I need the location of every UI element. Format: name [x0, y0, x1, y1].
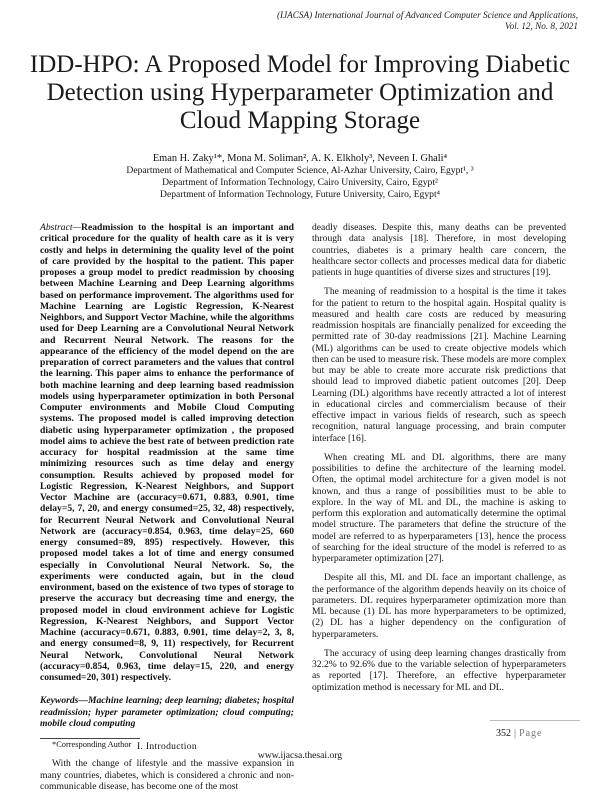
- footer-website: www.ijacsa.thesai.org: [257, 750, 343, 761]
- intro-paragraph: With the change of lifestyle and the massive expansion in many countries, diabetes, which is considered a chronic and non-communicable disease, has become one of the most: [40, 758, 294, 792]
- abstract: [40, 222, 294, 683]
- journal-header: [178, 10, 578, 32]
- affiliation-2: Department of Information Technology, Cairo University, Cairo, Egypt²: [162, 177, 438, 188]
- page-number-box: [496, 728, 542, 739]
- section-heading-introduction: I. Introduction: [137, 741, 197, 752]
- abstract-text: Readmission to the hospital is an important and critical procedure for the quality of health care as it is very costly and helps in determining the quality level of the point of care provided by the hospital to the patient. This paper proposes a group model to predict readmission by choosing between Machine Learning and Deep Learning algorithms based on performance improvement. The algorithms used for Machine Learning are Logistic Regression, K-Nearest Neighbors, and Support Vector Machine, while the algorithms used for Deep Learning are a Convolutional Neural Network and Recurrent Neural Network. The reasons for the appearance of the efficiency of the model depend on the are preparation of correct parameters and the values that control the learning. This paper aims to enhance the performance of both machine learning and deep learning based readmission models using hyperparameter optimization in both Personal Computer environments and Mobile Cloud Computing systems. The proposed model is called improving detection diabetic using hyperparameter optimization , the proposed model aims to achieve the best rate of between prediction rate accuracy for hospital readmission at the same time minimizing resources such as time delay and energy consumption. Results achieved by proposed model for Logistic Regression, K-Nearest Neighbors, and Support Vector Machine are (accuracy=0.671, 0.883, 0.901, time delay=5, 7, 20, and energy consumed=25, 32, 48) respectively, for Recurrent Neural Network and Convolutional Neural Network are (accuracy=0.854, 0.963, time delay=25, 660 energy consumed=89, 895) respectively. However, this proposed model takes a lot of time and energy consumed especially in Convolutional Neural Network. So, the experiments were conducted again, but in the cloud environment, based on the existence of two types of storage to preserve the accuracy but decreasing time and energy, the proposed model in cloud environment achieve for Logistic Regression, K-Nearest Neighbors, and Support Vector Machine (accuracy=0.671, 0.883, 0.901, time delay=2, 3, 8, and energy consumed=8, 9, 11) respectively, for Recurrent Neural Network, Convolutional Neural Network (accuracy=0.854, 0.963, time delay=15, 220, and energy consumed=20, 301) respectively.: [40, 222, 294, 683]
- author-list: Eman H. Zaky¹*, Mona M. Soliman², A. K. Elkholy³, Neveen I. Ghali⁴: [152, 153, 448, 164]
- paragraph-architecture: When creating ML and DL algorithms, there are many possibilities to define the architecture of the learning model. Often, the optimal model architecture for a given model is not known, and thus a range of possibilities must to be able to explore. In the way of ML and DL, the machine is asking to perform this exploration and automatically determine the optimal model structure. The parameters that define the structure of the model are referred to as hyperparameters [13], hence the process of searching for the ideal structure of the model is referred to as hyperparameter optimization [27].: [312, 451, 566, 564]
- page-number-rule: [490, 720, 580, 721]
- keywords-text: Machine learning; deep learning; diabetes; hospital readmission; hyper parameter optimization; cloud computing; mobile cloud computing: [40, 695, 294, 729]
- page-separator: |: [514, 728, 517, 739]
- affiliation-1: Department of Mathematical and Computer Science, Al-Azhar University, Cairo, Egypt¹, ³: [126, 165, 474, 176]
- footnote: *Corresponding Author: [52, 740, 132, 749]
- left-column: [40, 222, 294, 800]
- page-label: Page: [519, 728, 543, 739]
- journal-volume: Vol. 12, No. 8, 2021: [505, 21, 578, 31]
- keywords-lead: Keywords—: [40, 695, 88, 707]
- footnote-rule: [40, 738, 140, 739]
- paper-title: IDD-HPO: A Proposed Model for Improving Diabetic Detection using Hyperparameter Optimization and Cloud Mapping Storage: [29, 51, 571, 134]
- paragraph-challenge: Despite all this, ML and DL face an important challenge, as the performance of the algorithm depends heavily on its choice of parameters. DL requires hyperparameter optimization more than ML because (1) DL has more hyperparameters to be optimized, (2) DL has a higher dependency on the configuration of hyperparameters.: [312, 572, 566, 640]
- paragraph-continued: deadly diseases. Despite this, many deaths can be prevented through data analysis [18]. Therefore, in most developing countries, diabetes is a primary health care concern, the healthcare sector collects and processes medical data for diabetic patients in huge quantities of diverse sizes and structures [19].: [312, 222, 566, 278]
- abstract-lead: Abstract—: [40, 222, 82, 233]
- keywords: [40, 695, 294, 729]
- author-block: [20, 153, 580, 201]
- paragraph-accuracy: The accuracy of using deep learning changes drastically from 32.2% to 92.6% due to the variable selection of hyperparameters as reported [17]. Therefore, an effective hyperparameter optimization method is necessary for ML and DL.: [312, 647, 566, 693]
- paragraph-readmission: The meaning of readmission to a hospital is the time it takes for the patient to return to the hospital again. Hospital quality is measured and health care costs are reduced by measuring readmission hospitals are financially penalized for exceeding the permitted rate of 30-day readmissions [21]. Machine Learning (ML) algorithms can be used to create objective models which then can be used to measure risk. These models are more complex but may be able to create more accurate risk predictions that should lead to improved diabetic patient outcomes [20]. Deep Learning (DL) algorithms have recently attracted a lot of interest in educational circles and commercialism because of their effective impact in various fields of research, such as speech recognition, natural language processing, and brain computer interface [16].: [312, 286, 566, 444]
- page-number: 352: [496, 728, 511, 739]
- affiliation-3: Department of Information Technology, Future University, Cairo, Egypt⁴: [160, 189, 440, 200]
- journal-name: (IJACSA) International Journal of Advanced Computer Science and Applications,: [276, 10, 578, 20]
- right-column: [312, 222, 566, 701]
